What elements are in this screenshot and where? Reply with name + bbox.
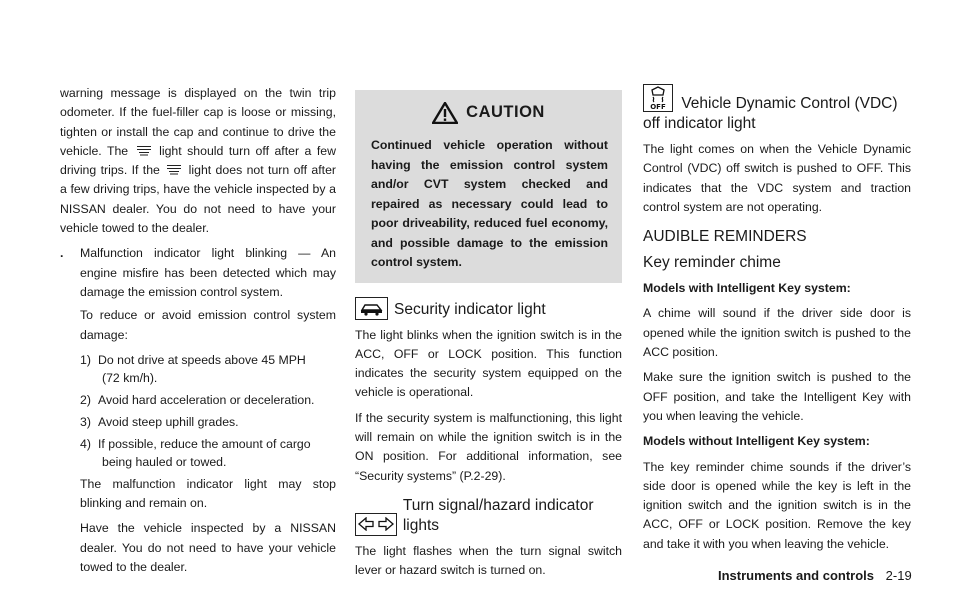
bullet-dot: . <box>60 246 64 261</box>
blinking-bullet <box>60 244 336 302</box>
vdc-heading: OFF Vehicle Dynamic Control (VDC) off indicator light <box>643 84 911 134</box>
list-item: 2) Avoid hard acceleration or deceleration. <box>80 392 315 407</box>
vdc-off-icon <box>643 84 673 112</box>
turn-signal-arrows-icon <box>355 513 397 536</box>
turn-signal-heading: Turn signal/hazard indicator lights <box>355 496 622 536</box>
security-car-icon <box>355 297 388 320</box>
page-footer <box>718 568 912 583</box>
page-number: 2-19 <box>885 568 912 583</box>
no-intelligent-key-subheading: Models without Intelligent Key system: <box>643 434 870 449</box>
caution-box <box>355 90 622 283</box>
security-heading: Security indicator light <box>355 297 622 320</box>
column-right <box>643 84 911 560</box>
inspect-text: Have the vehicle inspected by a NISSAN dealer. You do not need to have your vehicle towed to the dealer. <box>80 521 336 575</box>
turn-signal-paragraph: The light flashes when the turn signal switch lever or hazard switch is turned on. <box>355 543 622 578</box>
list-item: 3) Avoid steep uphill grades. <box>80 414 239 429</box>
service-engine-soon-icon <box>134 144 154 157</box>
fuel-cap-text-3: light does not turn off after a few driving trips, have the vehicle inspected by a NISSAN dealer. You do not need to have your vehicle towed to the dealer. <box>60 163 337 236</box>
service-engine-soon-icon <box>164 163 184 176</box>
fuel-cap-text-2: light should turn off after a few driving trips. If the <box>60 143 336 178</box>
column-left <box>60 84 336 583</box>
key-reminder-heading: Key reminder chime <box>643 254 781 272</box>
caution-text: Continued vehicle operation without having the emission control system and/or CVT system checked and repaired as necessary could lead to poor driveability, reduced fuel economy, and possible damage to the emission control system. <box>371 138 608 269</box>
no-intelligent-key-paragraph: The key reminder chime sounds if the driver’s side door is opened while the key is left in the ignition switch and the ignition switch is in the ACC, OFF or LOCK position. Remove the key and take it with you when leaving the vehicle. <box>643 459 911 551</box>
list-item: 4) If possible, reduce the amount of cargo being hauled or towed. <box>80 436 311 469</box>
stop-blinking-text: The malfunction indicator light may stop blinking and remain on. <box>80 476 336 511</box>
precaution-list <box>80 351 336 471</box>
fuel-cap-text-1: warning message is displayed on the twin trip odometer. If the fuel-filler cap is loose or missing, tighten or install the cap and continue to drive the vehicle. The <box>60 86 336 158</box>
intelligent-key-paragraph-1: A chime will sound if the driver side door is opened while the ignition switch is pushed to the ACC position. <box>643 306 911 360</box>
warning-triangle-icon <box>432 102 458 124</box>
svg-text:OFF: OFF <box>650 103 666 110</box>
vdc-paragraph: The light comes on when the Vehicle Dynamic Control (VDC) off switch is pushed to OFF. This indicates that the VDC system and traction control system are not operating. <box>643 142 911 214</box>
intelligent-key-paragraph-2: Make sure the ignition switch is pushed to the OFF position, and take the Intelligent Key with you when leaving the vehicle. <box>643 370 911 423</box>
column-middle <box>355 90 622 586</box>
intelligent-key-subheading: Models with Intelligent Key system: <box>643 281 851 296</box>
section-title: Instruments and controls <box>718 568 875 583</box>
caution-title: CAUTION <box>466 103 545 122</box>
list-item: 1) Do not drive at speeds above 45 MPH (72 km/h). <box>80 352 306 385</box>
bullet-text: Malfunction indicator light blinking — An engine misfire has been detected which may damage the emission control system. <box>80 246 336 299</box>
audible-reminders-heading: AUDIBLE REMINDERS <box>643 228 807 246</box>
security-paragraph-2: If the security system is malfunctioning, this light will remain on while the ignition switch is in the ON position. For additional information, see “Security systems” (P.2-29). <box>355 410 622 483</box>
fuel-cap-paragraph <box>60 84 336 238</box>
reduce-damage-text: To reduce or avoid emission control system damage: <box>80 308 336 342</box>
security-paragraph-1: The light blinks when the ignition switch is in the ACC, OFF or LOCK position. This function indicates the security system equipped on the vehicle is operational. <box>355 327 622 400</box>
